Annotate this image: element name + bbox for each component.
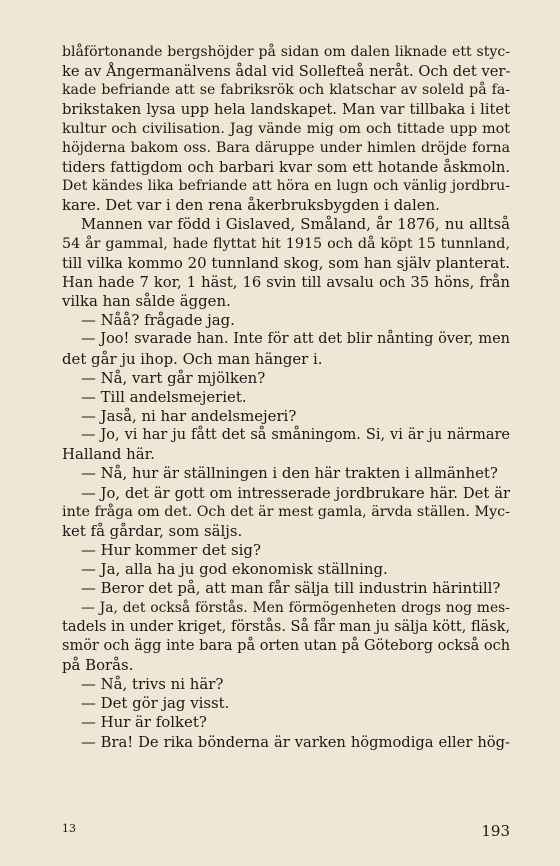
text-line: smör och ägg inte bara på orten utan på Göteborg också och: [62, 637, 511, 654]
text-line: höjderna bakom oss. Bara däruppe under himlen dröjde forna: [62, 139, 510, 156]
text-line: — Nå, trivs ni här?: [81, 675, 224, 694]
text-line: — Ja, alla ha ju god ekonomisk ställning.: [81, 560, 388, 579]
text-line: blåförtonande bergshöjder på sidan om dalen liknade ett styc-: [62, 44, 510, 60]
text-line: Han hade 7 kor, 1 häst, 16 svin till avsalu och 35 höns, från: [62, 273, 510, 291]
text-line: ke av Ångermanälvens ådal vid Sollefteå neråt. Och det ver-: [62, 63, 511, 81]
text-line: 54 år gammal, hade flyttat hit 1915 och då köpt 15 tunnland,: [62, 235, 510, 252]
text-line: ket få gårdar, som säljs.: [62, 521, 243, 540]
text-line: — Jo, det är gott om intresserade jordbrukare här. Det är: [81, 484, 510, 502]
text-line: tiders fattigdom och barbari kvar som ett hotande åskmoln.: [62, 158, 510, 176]
text-line: inte fråga om det. Och det är mest gamla, ärvda ställen. Myc-: [62, 503, 510, 520]
text-line: Mannen var född i Gislaved, Småland, år 1876, nu alltså: [81, 215, 510, 234]
text-line: — Hur är folket?: [81, 713, 207, 732]
text-line: — Nå, hur är ställningen i den här trakten i allmänhet?: [81, 464, 498, 483]
text-line: vilka han sålde äggen.: [62, 292, 231, 311]
page-number: 193: [481, 822, 510, 840]
text-line: — Det gör jag visst.: [81, 694, 230, 713]
text-line: — Ja, det också förstås. Men förmögenheten drogs nog mes-: [81, 599, 510, 616]
text-line: kare. Det var i den rena åkerbruksbygden i dalen.: [62, 196, 440, 215]
text-line: — Jaså, ni har andelsmejeri?: [81, 406, 297, 425]
text-line: Halland här.: [62, 445, 155, 464]
text-line: — Bra! De rika bönderna är varken högmodiga eller hög-: [81, 733, 510, 751]
text-line: — Joo! svarade han. Inte för att det blir nånting över, men: [81, 331, 510, 348]
text-line: — Till andelsmejeriet.: [81, 387, 247, 406]
text-line: på Borås.: [62, 656, 134, 674]
page-footer: [62, 822, 510, 846]
text-line: Det kändes lika befriande att höra en lugn och vänlig jordbru-: [62, 178, 510, 195]
text-line: — Jo, vi har ju fått det så småningom. Si, vi är ju närmare: [81, 427, 510, 444]
text-line: kade befriande att se fabriksrök och klatschar av soleld på fa-: [62, 82, 510, 99]
text-line: till vilka kommo 20 tunnland skog, som han själv planterat.: [62, 253, 510, 272]
text-line: brikstaken lysa upp hela landskapet. Man var tillbaka i litet: [62, 101, 510, 119]
signature-mark: 13: [62, 822, 76, 835]
text-line: kultur och civilisation. Jag vände mig om och tittade upp mot: [62, 120, 510, 137]
text-line: — Beror det på, att man får sälja till industrin härintill?: [81, 579, 501, 598]
text-line: — Nå, vart går mjölken?: [81, 368, 266, 387]
text-line: — Hur kommer det sig?: [81, 541, 261, 560]
page-body-text: [62, 43, 510, 752]
text-line: — Nåå? frågade jag.: [81, 311, 235, 330]
text-line: tadels in under kriget, förstås. Så får man ju sälja kött, fläsk,: [62, 618, 511, 635]
text-line: det går ju ihop. Och man hänger i.: [62, 349, 323, 368]
